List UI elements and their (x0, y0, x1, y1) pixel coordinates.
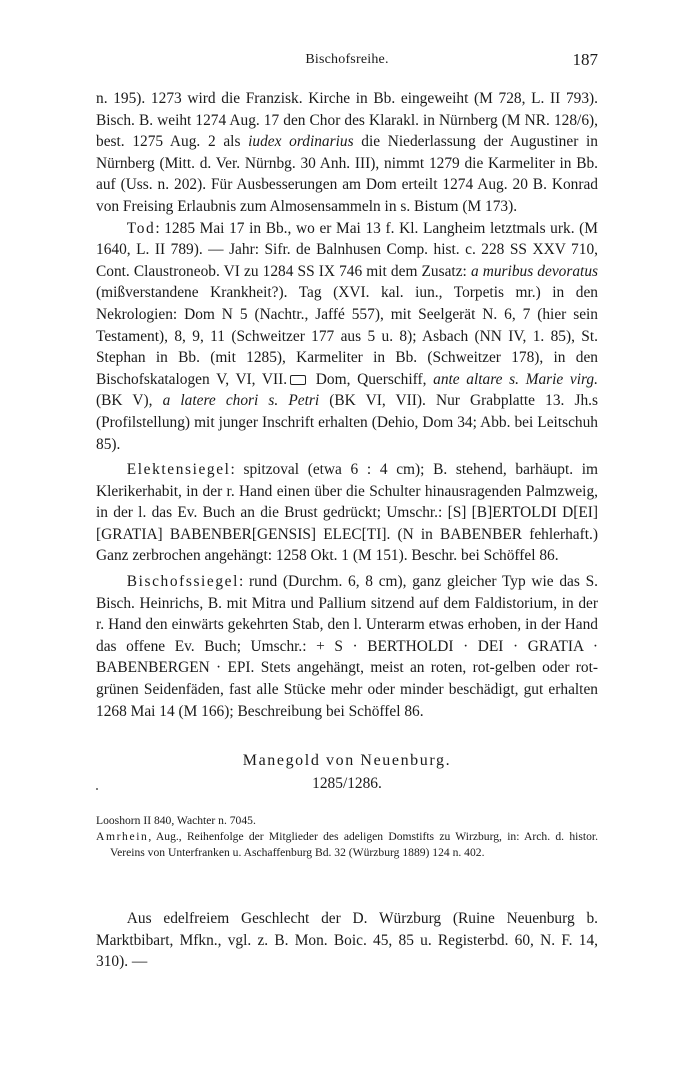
grave-symbol-icon (290, 375, 306, 385)
main-text (96, 88, 598, 722)
section-title: Manegold von Neuenburg. (242, 752, 452, 769)
section-lead-elektensiegel: Elektensiegel (126, 461, 231, 479)
reference-1: Looshorn II 840, Wachter n. 7045. (96, 814, 256, 827)
paragraph-origin: Aus edelfreiem Geschlecht der D. Würzburg (Ruine Neuenburg b. Marktbibart, Mfkn., vgl. z. B. Mon. Boic. 45, 85 u. Registerbd. 60, N. F. 14, 310). — (96, 910, 598, 971)
paragraph-death: Tod: 1285 Mai 17 in Bb., wo er Mai 13 f. Kl. Langheim letztmals urk. (M 1640, L. II 789). — Jahr: Sifr. de Balnhusen Comp. hist. c. 228 SS XXV 710, Cont. Claustroneob. VI zu 1284 SS IX 746 mit dem Zusatz: a muribus devoratus (mißverstandene Krankheit?). Tag (XVI. kal. iun., Torpetis mr.) in den Nekrologien: Dom N 5 (Nachtr., Jaffé 557), mit Seelgerät N. 6, 7 (hier sein Testament), 8, 9, 11 (Schweitzer 177 aus 5 u. 8); Asbach (NN IV, 1. 85), St. Stephan in Bb. (mit 1285), Karmeliter in Bb. (Schweitzer 178), in den Bischofskatalogen V, VI, VII. Dom, Querschiff, ante altare s. Marie virg. (BK V), a latere chori s. Petri (BK VI, VII). Nur Grabplatte 13. Jh.s (Profilstellung) mit junger Inschrift erhalten (Dehio, Dom 34; Abb. bei Leitschuh 85). (96, 219, 599, 453)
paragraph-history: n. 195). 1273 wird die Franzisk. Kirche in Bb. eingeweiht (M 728, L. II 793). Bisch. B. weiht 1274 Aug. 17 den Chor des Klarakl. in Nürnberg (M NR. 128/6), best. 1275 Aug. 2 als iudex ordinarius die Niederlassung der Augustiner in Nürnberg (Mitt. d. Ver. Nürnbg. 30 Anh. III), nimmt 1279 die Karmeliter in Bb. auf (Uss. n. 202). Für Ausbesserungen am Dom erteilt 1274 Aug. 20 B. Konrad von Freising Erlaubnis zum Almosensammeln in s. Bistum (M 173). (96, 90, 598, 215)
paragraph-bishop-seal: Bischofssiegel: rund (Durchm. 6, 8 cm), ganz gleicher Typ wie das S. Bisch. Heinrichs, B. mit Mitra und Pallium sitzend auf dem Faldistorium, in der r. Hand den einwärts gekehrten Stab, den l. Unterarm etwas erhoben, in der Hand das offene Ev. Buch; Umschr.: + S · BERTHOLDI · DEI · GRATIA · BABENBERGEN · EPI. Stets angehängt, meist an roten, rot-gelben oder rot-grünen Seidenfäden, fast alle Stücke mehr oder minder beschädigt, gut erhalten 1268 Mai 14 (M 166); Beschreibung bei Schöffel 86. (96, 573, 598, 720)
page-number: 187 (572, 50, 598, 69)
running-title: Bischofsreihe. (305, 52, 389, 67)
section-years: 1285/1286. (312, 775, 382, 792)
page-header (96, 52, 598, 72)
references (96, 813, 598, 861)
section-lead-bischofssiegel: Bischofssiegel (126, 573, 239, 591)
section-lead-tod: Tod (126, 219, 156, 237)
reference-2: Amrhein, Aug., Reihenfolge der Mitglieder des adeligen Domstifts zu Wirzburg, in: Arch. d. histor. Vereins von Unterfranken u. Aschaffenburg Bd. 32 (Würzburg 1889) 124 n. 402. (96, 830, 598, 859)
paragraph-elect-seal: Elektensiegel: spitzoval (etwa 6 : 4 cm); B. stehend, barhäupt. im Klerikerhabit, in der r. Hand einen über die Schulter hinausragenden Palmzweig, in der l. das Ev. Buch an die Brust gedrückt; Umschr.: [S] [B]ERTOLDI D[EI] [GRATIA] BABENBER[GENSIS] ELEC[TI]. (N in BABENBER fehlerhaft.) Ganz zerbrochen angehängt: 1258 Okt. 1 (M 151). Beschr. bei Schöffel 86. (96, 461, 598, 565)
manegold-text (96, 908, 598, 973)
